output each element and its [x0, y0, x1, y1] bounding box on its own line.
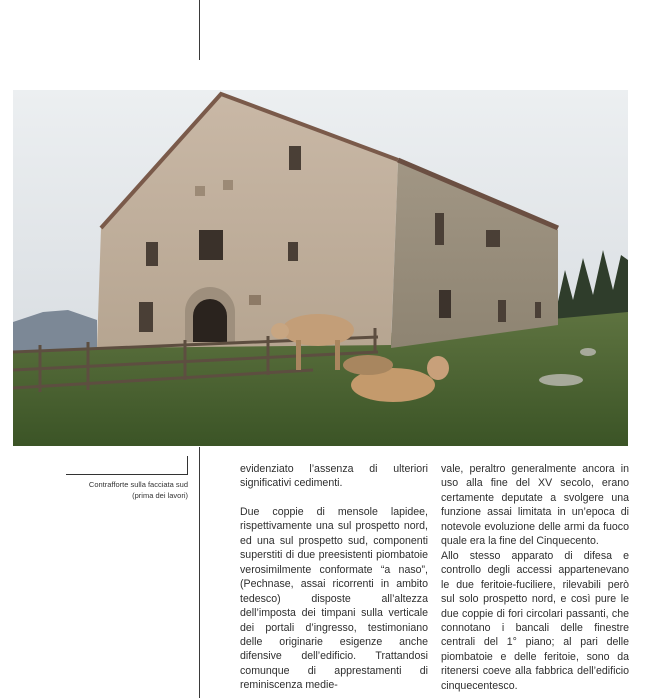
caption-rule: [66, 474, 188, 475]
text-column-1: [240, 462, 428, 693]
paragraph: vale, peraltro generalmente ancora in uso alla fine del XV secolo, erano certamente deputate a svolgere una funzione assai limitata in un’epoca di notevole evoluzione delle armi da fuoco quale era la fine del Cinquecento.: [441, 463, 629, 548]
photo-caption: [40, 480, 188, 501]
paragraph: Allo stesso apparato di difesa e controllo degli accessi appartenevano le due feritoie-fuciliere, rilevabili però sul solo prospetto nord, e così pure le due coppie di fori circolari passanti, che connotano i bancali delle finestre centrali del 1° piano; al pari delle piombatoie e delle feritoie, sono da ritenersi coeve alla fabbrica dell’edificio cinquecentesco.: [441, 549, 629, 692]
top-column-rule: [199, 0, 200, 60]
paragraph: Due coppie di mensole lapidee, rispettivamente una sul prospetto nord, ed una sul prospetto sud, componenti superstiti di due preesistenti piombatoie verosimilmente conformate “a naso”, (Pechnase, assai ricorrenti in ambito tedesco) disposte all’altezza dell’imposta dei timpani sulla verticale dei portali d’ingresso, testimoniano delle originarie esigenze anche difensive dell’edificio. Trattandosi comunque di apprestamenti di reminiscenza medie-: [240, 505, 428, 692]
text-column-2: [441, 462, 629, 693]
caption-line-1: Contrafforte sulla facciata sud: [88, 480, 188, 489]
caption-rule-tick: [187, 456, 188, 475]
bottom-column-rule: [199, 447, 200, 698]
caption-line-2: (prima dei lavori): [132, 490, 188, 500]
building-photo: [13, 90, 628, 446]
paragraph: evidenziato l’assenza di ulteriori significativi cedimenti.: [240, 463, 428, 490]
